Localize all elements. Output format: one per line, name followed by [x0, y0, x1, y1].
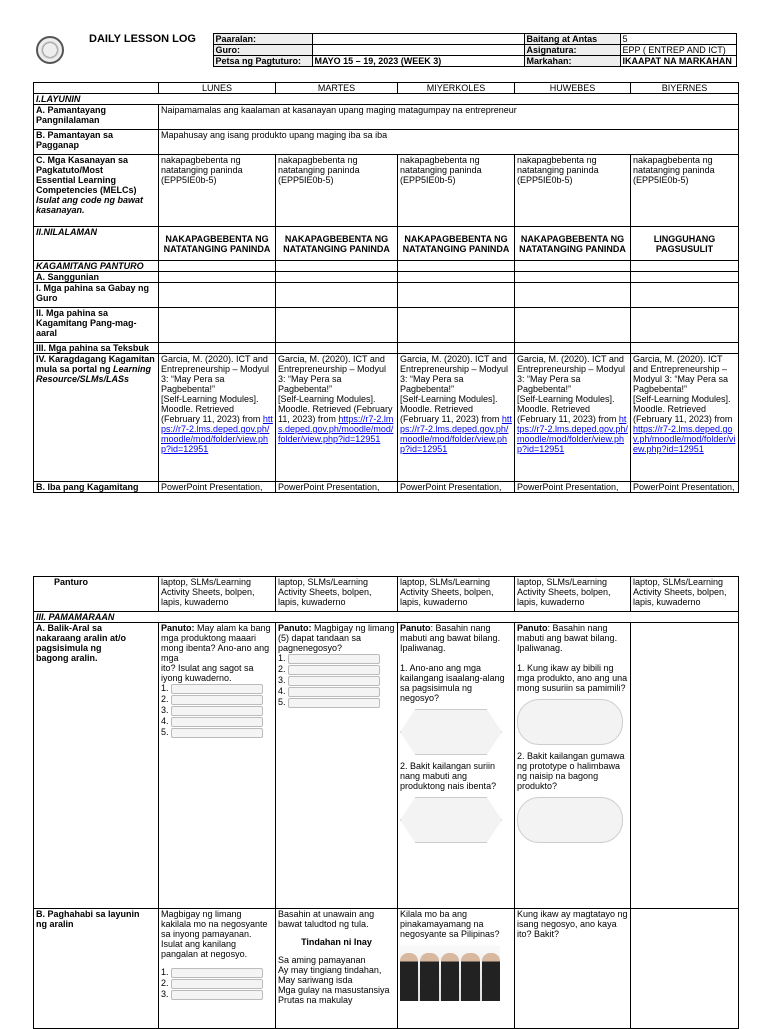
answer-blank[interactable] — [288, 687, 380, 697]
reference-cell: Garcia, M. (2020). ICT and Entrepreneurship – Modyul 3: “May Pera sa Pagbebenta!” [Self-Learning Modules]. Moodle. Retrieved (February 11, 2023) from https://r7-2.lms.deped.gov.ph/moodle/mod/folder/view.php?id=12951 — [398, 354, 515, 482]
melc-cell: nakapagbebenta ng natatanging paninda (EPP5IE0b-5) — [398, 155, 515, 227]
question: 2. Bakit kailangan gumawa ng prototype o halimbawa ng naisip na bagong produkto? — [517, 751, 625, 791]
nilalaman-cell: NAKAPAGBEBENTA NG NATATANGING PANINDA — [398, 227, 515, 261]
poem-title: Tindahan ni Inay — [301, 937, 372, 947]
iba-cell: PowerPoint Presentation, — [398, 482, 515, 493]
moodle-link[interactable]: https://r7-2.lms.deped.gov.ph/moodle/mod/folder/view.php?id=12951 — [278, 414, 394, 444]
question: 2. Bakit kailangan suriin nang mabuti ang produktong nais ibenta? — [400, 761, 497, 791]
day-header: MIYERKOLES — [398, 83, 515, 94]
row-label: III. Mga pahina sa Teksbuk — [34, 343, 159, 354]
answer-box-hexagon[interactable] — [400, 797, 502, 843]
melc-cell: nakapagbebenta ng natatanging paninda (EPP5IE0b-5) — [631, 155, 739, 227]
guro-value — [312, 45, 524, 56]
section-pamamaraan: III. PAMAMARAAN — [34, 612, 739, 623]
row-label: A. Sanggunian — [34, 272, 159, 283]
melc-cell: nakapagbebenta ng natatanging paninda (EPP5IE0b-5) — [515, 155, 631, 227]
question: 1. Kung ikaw ay bibili ng mga produkto, ano ang una mong susuriin sa pamimili? — [517, 663, 628, 693]
businessmen-photo — [400, 945, 500, 1001]
answer-blank[interactable] — [171, 968, 263, 978]
nilalaman-cell: LINGGUHANG PAGSUSULIT — [631, 227, 739, 261]
day-header: LUNES — [159, 83, 276, 94]
row-label: B. Paghahabi sa layunin ng aralin — [34, 909, 159, 1029]
section-nilalaman: II.NILALAMAN — [34, 227, 159, 261]
iba-cell: laptop, SLMs/Learning Activity Sheets, bolpen, lapis, kuwaderno — [515, 577, 631, 612]
answer-blank[interactable] — [171, 706, 263, 716]
answer-box-hexagon[interactable] — [400, 709, 502, 755]
answer-blank[interactable] — [288, 665, 380, 675]
iba-cell: laptop, SLMs/Learning Activity Sheets, bolpen, lapis, kuwaderno — [276, 577, 398, 612]
iba-cell: laptop, SLMs/Learning Activity Sheets, bolpen, lapis, kuwaderno — [398, 577, 515, 612]
asignatura-label: Asignatura: — [524, 45, 620, 56]
answer-blank[interactable] — [171, 717, 263, 727]
lesson-log-table-page1 — [33, 82, 739, 493]
petsa-value: MAYO 15 – 19, 2023 (WEEK 3) — [312, 56, 524, 67]
melc-cell: nakapagbebenta ng natatanging paninda (EPP5IE0b-5) — [276, 155, 398, 227]
iba-cell: laptop, SLMs/Learning Activity Sheets, bolpen, lapis, kuwaderno — [631, 577, 739, 612]
answer-blank[interactable] — [171, 684, 263, 694]
answer-blank[interactable] — [171, 979, 263, 989]
paghahabi-monday: Magbigay ng limang kakilala mo na negosyante sa inyong pamayanan. Isulat ang kanilang pangalan at negosyo. 1. 2. 3. — [159, 909, 276, 1029]
lesson-log-table-page2 — [33, 576, 739, 1029]
answer-blank[interactable] — [171, 728, 263, 738]
row-label: B. Pamantayan sa Pagganap — [34, 130, 159, 155]
answer-box-rounded[interactable] — [517, 797, 623, 843]
day-header: BIYERNES — [631, 83, 739, 94]
page-title: DAILY LESSON LOG — [89, 33, 196, 45]
reference-cell: Garcia, M. (2020). ICT and Entrepreneurship – Modyul 3: “May Pera sa Pagbebenta!” [Self-Learning Modules]. Moodle. Retrieved (February 11, 2023) from https://r7-2.lms.deped.gov.ph/moodle/mod/folder/view.php?id=12951 — [515, 354, 631, 482]
day-header: HUWEBES — [515, 83, 631, 94]
baitang-value: 5 — [620, 34, 736, 45]
moodle-link[interactable]: https://r7-2.lms.deped.gov.ph/moodle/mod/folder/view.php?id=12951 — [517, 414, 628, 454]
pamantayang-pangnilalaman: Naipamamalas ang kaalaman at kasanayan upang maging matagumpay na entrepreneur — [159, 105, 739, 130]
reference-cell: Garcia, M. (2020). ICT and Entrepreneurship – Modyul 3: “May Pera sa Pagbebenta!” [Self-Learning Modules]. Moodle. Retrieved (February 11, 2023) from https://r7-2.lms.deped.gov.ph/moodle/mod/folder/view.php?id=12951 — [159, 354, 276, 482]
paghahabi-thursday: Kung ikaw ay magtatayo ng isang negosyo, ano kaya ito? Bakit? — [515, 909, 631, 1029]
nilalaman-cell: NAKAPAGBEBENTA NG NATATANGING PANINDA — [276, 227, 398, 261]
row-label: A. Balik-Aral sa nakaraang aralin at/o pagsisimula ng bagong aralin. — [34, 623, 159, 909]
paaralan-label: Paaralan: — [213, 34, 312, 45]
nilalaman-cell: NAKAPAGBEBENTA NG NATATANGING PANINDA — [515, 227, 631, 261]
moodle-link[interactable]: https://r7-2.lms.deped.gov.ph/moodle/mod/folder/view.php?id=12951 — [400, 414, 512, 454]
answer-box-rounded[interactable] — [517, 699, 623, 745]
baitang-label: Baitang at Antas — [524, 34, 620, 45]
moodle-link[interactable]: https://r7-2.lms.deped.gov.ph/moodle/mod/folder/view.php?id=12951 — [161, 414, 273, 454]
melc-cell: nakapagbebenta ng natatanging paninda (EPP5IE0b-5) — [159, 155, 276, 227]
iba-cell: laptop, SLMs/Learning Activity Sheets, bolpen, lapis, kuwaderno — [159, 577, 276, 612]
header-table — [33, 33, 737, 67]
day-header: MARTES — [276, 83, 398, 94]
moodle-link[interactable]: https://r7-2.lms.deped.gov.ph/moodle/mod/folder/view.php?id=12951 — [633, 424, 736, 454]
nilalaman-cell: NAKAPAGBEBENTA NG NATATANGING PANINDA — [159, 227, 276, 261]
question: 1. Ano-ano ang mga kailangang isaalang-alang sa pagsisimula ng negosyo? — [400, 663, 505, 703]
row-label-melc: C. Mga Kasanayan sa Pagkatuto/Most Essential Learning Competencies (MELCs) Isulat ang code ng bawat kasanayan. — [34, 155, 159, 227]
answer-blank[interactable] — [171, 990, 263, 1000]
markahan-value: IKAAPAT NA MARKAHAN — [620, 56, 736, 67]
paghahabi-wednesday: Kilala mo ba ang pinakamayamang na negosyante sa Pilipinas? — [398, 909, 515, 1029]
markahan-label: Markahan: — [524, 56, 620, 67]
balik-aral-monday: Panuto: May alam ka bang mga produktong maaari mong ibenta? Ano-ano ang mga ito? Isulat ang sagot sa iyong kuwaderno. 1. 2. 3. 4. 5. — [159, 623, 276, 909]
reference-cell: Garcia, M. (2020). ICT and Entrepreneurship – Modyul 3: “May Pera sa Pagbebenta!” [Self-Learning Modules]. Moodle. Retrieved (February 11, 2023) from https://r7-2.lms.deped.gov.ph/moodle/mod/folder/view.php?id=12951 — [631, 354, 739, 482]
row-label: I. Mga pahina sa Gabay ng Guro — [34, 283, 159, 308]
paaralan-value — [312, 34, 524, 45]
balik-aral-wednesday: Panuto: Basahin nang mabuti ang bawat bilang. Ipaliwanag. 1. Ano-ano ang mga kailangang isaalang-alang sa pagsisimula ng negosyo? 2. Bakit kailangan suriin nang mabuti ang produktong nais ibenta? — [398, 623, 515, 909]
paghahabi-tuesday: Basahin at unawain ang bawat taludtod ng tula. Tindahan ni Inay Sa aming pamayanan Ay may tingiang tindahan, May sariwang isda Mga gulay na masustansiya Prutas na makulay — [276, 909, 398, 1029]
row-label: B. Iba pang Kagamitang — [34, 482, 159, 493]
iba-cell: PowerPoint Presentation, — [159, 482, 276, 493]
answer-blank[interactable] — [288, 698, 380, 708]
answer-blank[interactable] — [288, 676, 380, 686]
row-label: Panturo — [34, 577, 159, 612]
row-label: IV. Karagdagang Kagamitan mula sa portal ng Learning Resource/SLMs/LASs — [34, 354, 159, 482]
row-label: II. Mga pahina sa Kagamitang Pang-mag-aaral — [34, 308, 159, 343]
answer-blank[interactable] — [288, 654, 380, 664]
reference-cell: Garcia, M. (2020). ICT and Entrepreneurship – Modyul 3: “May Pera sa Pagbebenta!” [Self-Learning Modules]. Moodle. Retrieved (February 11, 2023) from https://r7-2.lms.deped.gov.ph/moodle/mod/folder/view.php?id=12951 — [276, 354, 398, 482]
section-layunin: I.LAYUNIN — [34, 94, 739, 105]
asignatura-value: EPP ( ENTREP AND ICT) — [620, 45, 736, 56]
section-kagamitan: KAGAMITANG PANTURO — [34, 261, 159, 272]
iba-cell: PowerPoint Presentation, — [515, 482, 631, 493]
poem-text: Sa aming pamayanan Ay may tingiang tindahan, May sariwang isda Mga gulay na masustansiya Prutas na makulay — [278, 955, 390, 1005]
pamantayan-sa-pagganap: Mapahusay ang isang produkto upang maging iba sa iba — [159, 130, 739, 155]
balik-aral-tuesday: Panuto: Magbigay ng limang (5) dapat tandaan sa pagnenegosyo? 1. 2. 3. 4. 5. — [276, 623, 398, 909]
petsa-label: Petsa ng Pagtuturo: — [213, 56, 312, 67]
guro-label: Guro: — [213, 45, 312, 56]
balik-aral-thursday: Panuto: Basahin nang mabuti ang bawat bilang. Ipaliwanag. 1. Kung ikaw ay bibili ng mga produkto, ano ang una mong susuriin sa pamimili? 2. Bakit kailangan gumawa ng prototype o halimbawa ng naisip na bagong produkto? — [515, 623, 631, 909]
answer-blank[interactable] — [171, 695, 263, 705]
row-label: A. Pamantayang Pangnilalaman — [34, 105, 159, 130]
iba-cell: PowerPoint Presentation, — [631, 482, 739, 493]
iba-cell: PowerPoint Presentation, — [276, 482, 398, 493]
